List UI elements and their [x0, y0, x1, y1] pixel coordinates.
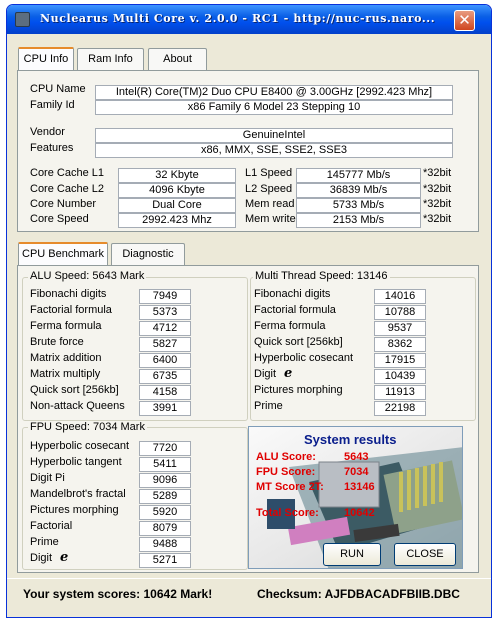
- alu-item-label: Fibonachi digits: [30, 288, 107, 300]
- alu-item-label: Non-attack Queens: [30, 400, 125, 412]
- cache-l1-field: 32 Kbyte: [118, 168, 236, 183]
- status-bar: [7, 578, 491, 606]
- system-scores-text: Your system scores: 10642 Mark!: [23, 587, 213, 601]
- fpu-item-value: 5289: [139, 489, 191, 504]
- vendor-label: Vendor: [30, 126, 65, 138]
- alu-item-value: 6400: [139, 353, 191, 368]
- mem-write-label: Mem write: [245, 213, 296, 225]
- multi-item-value: 11913: [374, 385, 426, 400]
- multi-item-value: 9537: [374, 321, 426, 336]
- fpu-score-label: FPU Score:: [256, 466, 316, 478]
- fpu-item-label: Hyperbolic cosecant: [30, 440, 130, 452]
- main-window: [6, 4, 492, 618]
- mt-score-label: MT Score 2T:: [256, 481, 324, 493]
- multi-item-value: 17915: [374, 353, 426, 368]
- alu-item-label: Quick sort [256kb]: [30, 384, 119, 396]
- mem-write-bits-label: *32bit: [423, 213, 452, 225]
- fpu-item-label: Mandelbrot's fractal: [30, 488, 126, 500]
- l1-speed-label: L1 Speed: [245, 167, 293, 179]
- family-id-field: x86 Family 6 Model 23 Stepping 10: [95, 100, 453, 115]
- fpu-title: FPU Speed: 7034 Mark: [30, 421, 145, 433]
- cache-l2-field: 4096 Kbyte: [118, 183, 236, 198]
- alu-title: ALU Speed: 5643 Mark: [30, 270, 145, 282]
- fpu-item-value: 7720: [139, 441, 191, 456]
- features-field: x86, MMX, SSE, SSE2, SSE3: [95, 143, 453, 158]
- mem-read-label: Mem read: [245, 198, 295, 210]
- tab-diagnostic[interactable]: Diagnostic: [111, 243, 185, 265]
- alu-item-value: 5373: [139, 305, 191, 320]
- family-id-label: Family Id: [30, 99, 75, 111]
- alu-item-label: Matrix multiply: [30, 368, 101, 380]
- alu-item-value: 7949: [139, 289, 191, 304]
- total-score-value: 10642: [344, 507, 375, 519]
- multi-item-label: Ferma formula: [254, 320, 326, 332]
- multi-item-label: Hyperbolic cosecant: [254, 352, 354, 364]
- multi-item-value: 10788: [374, 305, 426, 320]
- multi-item-label: Fibonachi digits: [254, 288, 331, 300]
- core-speed-label: Core Speed: [30, 213, 89, 225]
- multi-thread-title: Multi Thread Speed: 13146: [255, 270, 388, 282]
- tab-about[interactable]: About: [148, 48, 207, 70]
- multi-item-label: Digit: [254, 368, 277, 380]
- multi-item-label: Pictures morphing: [254, 384, 343, 396]
- fpu-item-value: 9488: [139, 537, 191, 552]
- vendor-field: GenuineIntel: [95, 128, 453, 143]
- multi-item-label: Factorial formula: [254, 304, 336, 316]
- l1-bits-label: *32bit: [423, 167, 452, 179]
- system-results-title: System results: [304, 432, 397, 447]
- l2-speed-label: L2 Speed: [245, 183, 293, 195]
- fpu-item-value: 8079: [139, 521, 191, 536]
- multi-item-value: 8362: [374, 337, 426, 352]
- cache-l1-label: Core Cache L1: [30, 167, 104, 179]
- cpu-name-field: Intel(R) Core(TM)2 Duo CPU E8400 @ 3.00GHz [2992.423 Mhz]: [95, 85, 453, 100]
- mem-read-field: 5733 Mb/s: [296, 198, 421, 213]
- alu-item-value: 5827: [139, 337, 191, 352]
- multi-item-label: Quick sort [256kb]: [254, 336, 343, 348]
- close-button[interactable]: CLOSE: [394, 543, 456, 566]
- e-symbol-icon: e: [284, 366, 293, 381]
- alu-item-label: Ferma formula: [30, 320, 102, 332]
- fpu-item-label: Factorial: [30, 520, 73, 532]
- fpu-item-label: Hyperbolic tangent: [30, 456, 122, 468]
- alu-item-value: 6735: [139, 369, 191, 384]
- tab-cpu-info[interactable]: CPU Info: [18, 47, 74, 70]
- l1-speed-field: 145777 Mb/s: [296, 168, 421, 183]
- fpu-item-label: Pictures morphing: [30, 504, 119, 516]
- fpu-item-label: Digit Pi: [30, 472, 65, 484]
- mem-read-bits-label: *32bit: [423, 198, 452, 210]
- l2-bits-label: *32bit: [423, 183, 452, 195]
- alu-score-value: 5643: [344, 451, 369, 463]
- core-speed-field: 2992.423 Mhz: [118, 213, 236, 228]
- fpu-item-value: 5411: [139, 457, 191, 472]
- tab-ram-info[interactable]: Ram Info: [77, 48, 144, 70]
- cpu-info-panel: [17, 70, 479, 232]
- multi-item-value: 14016: [374, 289, 426, 304]
- alu-item-value: 4712: [139, 321, 191, 336]
- close-window-button[interactable]: ✕: [454, 10, 475, 31]
- fpu-score-value: 7034: [344, 466, 369, 478]
- alu-item-label: Brute force: [30, 336, 84, 348]
- title-bar[interactable]: [7, 5, 491, 34]
- e-symbol-icon: e: [60, 550, 69, 565]
- fpu-item-label: Prime: [30, 536, 59, 548]
- alu-item-value: 4158: [139, 385, 191, 400]
- fpu-item-value: 5271: [139, 553, 191, 568]
- window-title: Nuclearus Multi Core v. 2.0.0 - RC1 - http://nuc-rus.naro...: [40, 12, 436, 25]
- cpu-name-label: CPU Name: [30, 83, 86, 95]
- multi-item-value: 10439: [374, 369, 426, 384]
- alu-score-label: ALU Score:: [256, 451, 316, 463]
- multi-item-value: 22198: [374, 401, 426, 416]
- alu-item-label: Factorial formula: [30, 304, 112, 316]
- mem-write-field: 2153 Mb/s: [296, 213, 421, 228]
- alu-item-value: 3991: [139, 401, 191, 416]
- l2-speed-field: 36839 Mb/s: [296, 183, 421, 198]
- tab-cpu-benchmark[interactable]: CPU Benchmark: [18, 242, 108, 265]
- total-score-label: Total Score:: [256, 507, 319, 519]
- app-icon: [15, 12, 30, 27]
- cache-l2-label: Core Cache L2: [30, 183, 104, 195]
- fpu-item-value: 5920: [139, 505, 191, 520]
- checksum-text: Checksum: AJFDBACADFBIIB.DBC: [257, 587, 460, 601]
- mt-score-value: 13146: [344, 481, 375, 493]
- alu-item-label: Matrix addition: [30, 352, 102, 364]
- core-number-field: Dual Core: [118, 198, 236, 213]
- fpu-item-label: Digit: [30, 552, 53, 564]
- system-results-box: [248, 426, 463, 569]
- fpu-item-value: 9096: [139, 473, 191, 488]
- run-button[interactable]: RUN: [323, 543, 381, 566]
- multi-item-label: Prime: [254, 400, 283, 412]
- core-number-label: Core Number: [30, 198, 97, 210]
- features-label: Features: [30, 142, 74, 154]
